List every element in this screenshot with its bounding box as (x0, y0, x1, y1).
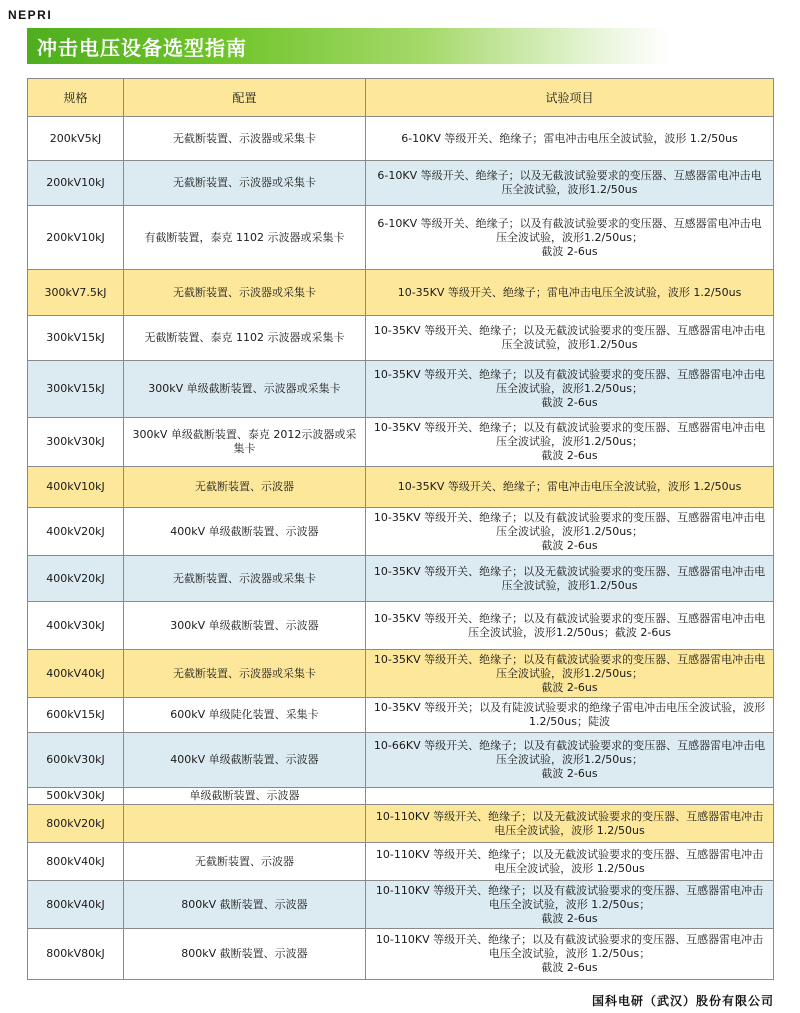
cell-test: 10-110KV 等级开关、绝缘子；以及有截波试验要求的变压器、互感器雷电冲击电压全波试验，波形 1.2/50us； 截波 2-6us (366, 881, 774, 929)
cell-spec: 400kV40kJ (28, 650, 124, 698)
cell-config: 400kV 单级截断装置、示波器 (124, 508, 366, 556)
cell-spec: 300kV30kJ (28, 418, 124, 467)
cell-config: 单级截断装置、示波器 (124, 788, 366, 805)
cell-spec: 800kV40kJ (28, 881, 124, 929)
table-row (28, 788, 774, 805)
cell-spec: 400kV20kJ (28, 556, 124, 602)
cell-test: 10-110KV 等级开关、绝缘子；以及无截波试验要求的变压器、互感器雷电冲击电压全波试验，波形 1.2/50us (366, 843, 774, 881)
cell-config: 300kV 单级截断装置、示波器或采集卡 (124, 361, 366, 418)
cell-test: 6-10KV 等级开关、绝缘子；以及有截波试验要求的变压器、互感器雷电冲击电压全波试验，波形1.2/50us； 截波 2-6us (366, 206, 774, 270)
title-banner (27, 28, 670, 64)
cell-test: 10-35KV 等级开关、绝缘子；以及有截波试验要求的变压器、互感器雷电冲击电压全波试验，波形1.2/50us； 截波 2-6us (366, 361, 774, 418)
cell-test: 10-35KV 等级开关、绝缘子；雷电冲击电压全波试验，波形 1.2/50us (366, 270, 774, 316)
cell-spec: 300kV15kJ (28, 361, 124, 418)
cell-config: 无截断装置、示波器或采集卡 (124, 650, 366, 698)
table-row (28, 698, 774, 733)
table-row (28, 117, 774, 161)
cell-config (124, 805, 366, 843)
cell-config: 无截断装置、泰克 1102 示波器或采集卡 (124, 316, 366, 361)
cell-test: 10-110KV 等级开关、绝缘子；以及无截波试验要求的变压器、互感器雷电冲击电压全波试验，波形 1.2/50us (366, 805, 774, 843)
cell-test: 10-35KV 等级开关、绝缘子；雷电冲击电压全波试验，波形 1.2/50us (366, 467, 774, 508)
brand-logo: NEPRI (8, 8, 53, 22)
cell-test: 10-35KV 等级开关、绝缘子；以及无截波试验要求的变压器、互感器雷电冲击电压全波试验，波形1.2/50us (366, 556, 774, 602)
cell-test: 10-35KV 等级开关、绝缘子；以及有截波试验要求的变压器、互感器雷电冲击电压全波试验，波形1.2/50us； 截波 2-6us (366, 508, 774, 556)
cell-spec: 200kV10kJ (28, 206, 124, 270)
cell-test: 10-35KV 等级开关、绝缘子；以及有截波试验要求的变压器、互感器雷电冲击电压全波试验，波形1.2/50us；截波 2-6us (366, 602, 774, 650)
cell-spec: 500kV30kJ (28, 788, 124, 805)
cell-spec: 400kV30kJ (28, 602, 124, 650)
cell-test (366, 788, 774, 805)
cell-config: 无截断装置、示波器或采集卡 (124, 161, 366, 206)
cell-spec: 800kV40kJ (28, 843, 124, 881)
cell-test: 6-10KV 等级开关、绝缘子；雷电冲击电压全波试验，波形 1.2/50us (366, 117, 774, 161)
table-row (28, 556, 774, 602)
cell-config: 300kV 单级截断装置、示波器 (124, 602, 366, 650)
cell-config: 无截断装置、示波器 (124, 843, 366, 881)
table-header-row (28, 79, 774, 117)
table-row (28, 843, 774, 881)
cell-spec: 600kV30kJ (28, 733, 124, 788)
page-title: 冲击电压设备选型指南 (37, 36, 247, 60)
cell-spec: 300kV7.5kJ (28, 270, 124, 316)
cell-test: 10-35KV 等级开关；以及有陡波试验要求的绝缘子雷电冲击电压全波试验，波形 1.2/50us；陡波 (366, 698, 774, 733)
table-row (28, 733, 774, 788)
selection-table-container (27, 78, 773, 980)
table-row (28, 361, 774, 418)
table-row (28, 161, 774, 206)
table-row (28, 650, 774, 698)
table-row (28, 467, 774, 508)
table-row (28, 929, 774, 980)
cell-config: 400kV 单级截断装置、示波器 (124, 733, 366, 788)
table-row (28, 316, 774, 361)
table-body (28, 117, 774, 980)
cell-config: 无截断装置、示波器或采集卡 (124, 556, 366, 602)
header-config: 配置 (124, 79, 366, 117)
cell-spec: 400kV10kJ (28, 467, 124, 508)
cell-spec: 800kV20kJ (28, 805, 124, 843)
company-name: 国科电研（武汉）股份有限公司 (591, 994, 774, 1008)
cell-config: 无截断装置、示波器 (124, 467, 366, 508)
cell-config: 800kV 截断装置、示波器 (124, 881, 366, 929)
cell-test: 10-35KV 等级开关、绝缘子；以及有截波试验要求的变压器、互感器雷电冲击电压全波试验，波形1.2/50us； 截波 2-6us (366, 418, 774, 467)
cell-config: 600kV 单级陡化装置、采集卡 (124, 698, 366, 733)
table-row (28, 602, 774, 650)
cell-spec: 800kV80kJ (28, 929, 124, 980)
cell-spec: 200kV5kJ (28, 117, 124, 161)
table-row (28, 881, 774, 929)
cell-test: 10-35KV 等级开关、绝缘子；以及无截波试验要求的变压器、互感器雷电冲击电压全波试验，波形1.2/50us (366, 316, 774, 361)
cell-spec: 300kV15kJ (28, 316, 124, 361)
cell-spec: 200kV10kJ (28, 161, 124, 206)
header-spec: 规格 (28, 79, 124, 117)
cell-config: 无截断装置、示波器或采集卡 (124, 117, 366, 161)
cell-config: 300kV 单级截断装置、泰克 2012示波器或采集卡 (124, 418, 366, 467)
cell-spec: 600kV15kJ (28, 698, 124, 733)
header-test: 试验项目 (366, 79, 774, 117)
cell-config: 800kV 截断装置、示波器 (124, 929, 366, 980)
table-row (28, 508, 774, 556)
table-row (28, 270, 774, 316)
cell-config: 有截断装置，泰克 1102 示波器或采集卡 (124, 206, 366, 270)
cell-test: 10-35KV 等级开关、绝缘子；以及有截波试验要求的变压器、互感器雷电冲击电压全波试验，波形1.2/50us； 截波 2-6us (366, 650, 774, 698)
table-row (28, 418, 774, 467)
selection-table (27, 78, 774, 980)
cell-config: 无截断装置、示波器或采集卡 (124, 270, 366, 316)
table-row (28, 805, 774, 843)
cell-test: 10-66KV 等级开关、绝缘子；以及有截波试验要求的变压器、互感器雷电冲击电压全波试验，波形1.2/50us； 截波 2-6us (366, 733, 774, 788)
cell-test: 6-10KV 等级开关、绝缘子；以及无截波试验要求的变压器、互感器雷电冲击电压全波试验，波形1.2/50us (366, 161, 774, 206)
cell-test: 10-110KV 等级开关、绝缘子；以及有截波试验要求的变压器、互感器雷电冲击电压全波试验，波形 1.2/50us； 截波 2-6us (366, 929, 774, 980)
cell-spec: 400kV20kJ (28, 508, 124, 556)
table-row (28, 206, 774, 270)
